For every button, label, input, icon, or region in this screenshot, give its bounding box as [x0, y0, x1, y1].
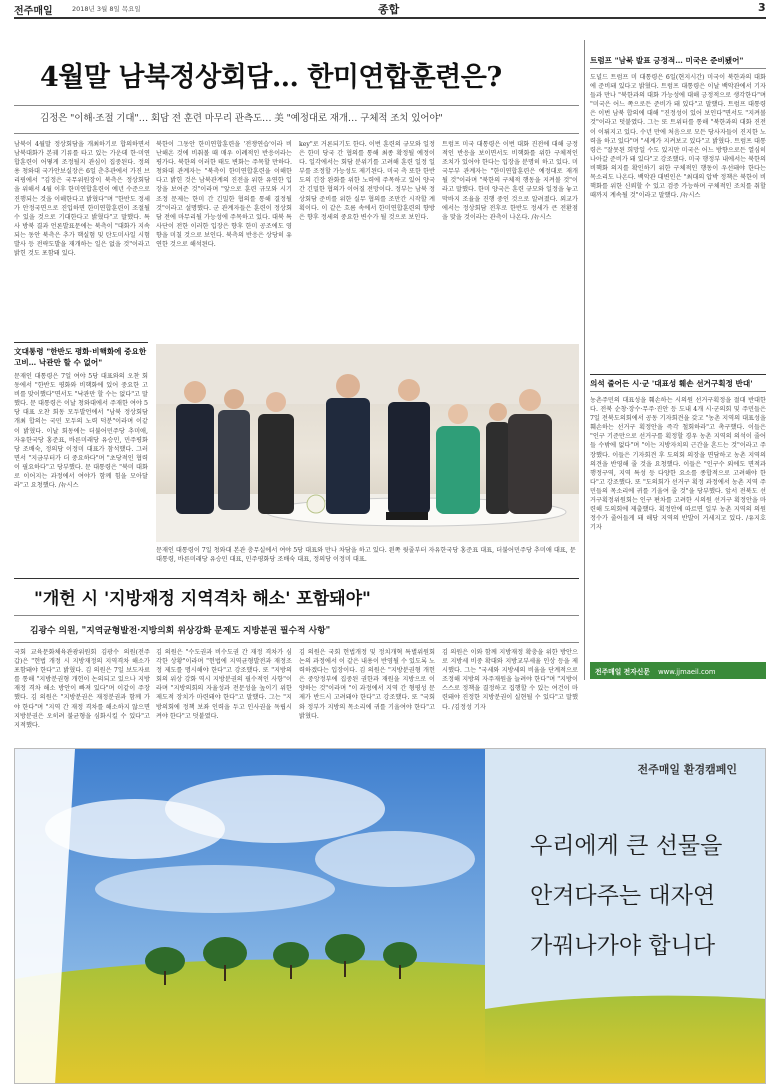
person-3: [258, 392, 294, 514]
trump-rule: [590, 68, 766, 69]
e-paper-url[interactable]: www.jjmaeil.com: [658, 668, 716, 676]
local-subhead: 김광수 의원, "지역균형발전·지방의회 위상강화 문제도 지방분권 필수적 사항": [30, 626, 331, 636]
main-story-col1: 남북이 4월말 정상회담을 개최하기로 합의하면서 남북대화가 본궤 기류를 타고 있는 가운데 한·미연합훈련이 어떻게 조정될지 관심이 집중된다. 정의용 청와대 국가안보실장은 6일 춘추관에서 가진 브리핑에서 "김정은 국무위원장이 북측은 정상회담을 위해서 4월 이후 한미연합훈련이 예년 수준으로 진행되는 것을 이해한다고 밝혔다"며 "한반도 정세가 안정국면으로 진입하면 한미연합훈련이 조절될 수 있을 것으로 기대한다고 밝혔다"고 말했다. 특사 방북 결과 언론발표문에는 북측이 "대화가 지속되는 동안 북측은 추가 핵실험 및 탄도미사일 시험발사 등 전략도발을 재개하는 일은 없을 것"이라고 밝힌 것도 포함돼 있다.: [14, 141, 150, 258]
person-2: [218, 389, 250, 510]
ad-landscape: [15, 749, 766, 1084]
news-photo: [156, 344, 579, 542]
column-divider: [584, 40, 585, 680]
issue-date: 2018년 3월 8일 목요일: [72, 5, 141, 13]
main-story-col4: 트럼프 미국 대통령은 이번 대화 진전에 대해 긍정적인 반응을 보이면서도 비핵화를 위한 구체적인 조치가 있어야 한다는 입장을 분명히 하고 있다. 미 국무부 관계자는 "한미연합훈련은 예정대로 재개될 것"이라며 "북한의 구체적 행동을 지켜볼 것"이라고 말했다. 한미 양국은 훈련 규모와 일정을 놓고 막바지 조율을 진행 중인 것으로 알려졌다. 외교가에서는 정상회담 전후로 한반도 정세가 큰 전환점을 맞을 것이라는 관측이 나온다. /뉴시스: [442, 141, 578, 221]
ad-slogan-line1: 우리에게 큰 선물을: [530, 833, 723, 859]
sidebar-body: 문재인 대통령은 7일 여야 5당 대표와의 오찬 회동에서 "한반도 평화와 비핵화에 있어 중요한 고비를 맞이했다"면서도 "낙관만 할 수는 없다"고 말했다. 문 대통령은 이날 청와대에서 주재한 여야 5당 대표 오찬 회동 모두발언에서 "남북 정상회담 개최 합의는 국민 모두의 노력 덕분"이라며 이같이 밝혔다. 이날 회동에는 더불어민주당 추미애, 자유한국당 홍준표, 바른미래당 유승민, 민주평화당 조배숙, 정의당 이정미 대표가 참석했다. 그러면서 "지금부터가 더 중요하다"며 "초당적인 협력이 필요하다"고 당부했다. 문 대통령은 "북미 대화로 이어지는 과정에서 여야가 함께 힘을 모아달라"고 요청했다. /뉴시스: [14, 373, 148, 490]
subhead-rule-bottom: [14, 133, 579, 134]
section-title: 종합: [378, 3, 400, 16]
local-story-col2: 김 의원은 "수도권과 비수도권 간 재정 격차가 심각한 상황"이라며 "헌법에 지역균형발전과 재정조정 제도를 명시해야 한다"고 강조했다. 또 "지방의회의 위상 강화 역시 지방분권의 필수적인 사항"이라며 "지방의회의 자율성과 전문성을 높이기 위한 제도적 장치가 마련돼야 한다"고 말했다. 그는 "지방의회에 정책 보좌 인력을 두고 인사권을 독립시켜야 한다"고 덧붙였다.: [156, 649, 292, 720]
local-story-col1: 국회 교육문화체육관광위원회 김광수 의원(전주갑)은 "헌법 개정 시 지방재정의 지역격차 해소가 포함돼야 한다"고 밝혔다. 김 의원은 7일 보도자료를 통해 "지방분권형 개헌이 논의되고 있으나 지방재정 격차 해소 방안이 빠져 있다"며 이같이 주장했다. 김 의원은 "지방분권은 재정분권과 함께 가야 한다"며 "지역 간 재정 격차를 해소하지 않으면 지방분권은 오히려 불균형을 심화시킬 수 있다"고 지적했다.: [14, 649, 150, 729]
local-rule-top: [14, 578, 579, 579]
trump-headline: 트럼프 "남북 발표 긍정적… 미국은 준비됐어": [590, 56, 744, 65]
main-subhead: 김정은 "이해·조절 기대"… 회담 전 훈련 마무리 관측도… 美 "예정대로 재개… 구체적 조치 있어야": [40, 113, 443, 124]
masthead: 전주매일: [14, 6, 53, 17]
sidebar-rule-top: [14, 342, 148, 343]
main-headline: 4월말 남북정상회담… 한미연합훈련은?: [40, 62, 502, 93]
person-8: [508, 389, 552, 514]
e-paper-label: 전주매일 전자신문: [595, 668, 650, 676]
sidebar-headline: 文대통령 "한반도 평화·비핵화에 중요한 고비… 낙관만 할 수 없어": [14, 347, 147, 367]
resident-body: 농촌주민의 대표성을 훼손하는 시의원 선거구획정을 절대 반대한다. 전북 순창·장수·무주·진안 등 도내 4개 시·군의회 및 주민들은 7일 전북도의회에서 공동 기자회견을 갖고 "농촌 지역의 대표성을 훼손하는 선거구 획정안을 즉각 철회하라"고 촉구했다. 이들은 "인구 기준만으로 선거구를 획정할 경우 농촌 지역의 의석이 줄어들 수밖에 없다"며 "이는 지방자치의 근간을 흔드는 것"이라고 주장했다. 이들은 기자회견 후 도의회 의장을 면담하고 농촌 지역의 의견을 반영해 줄 것을 요청했다. 이들은 "인구수 외에도 면적과 행정구역, 지역 특성 등 다양한 요소를 종합적으로 고려해야 한다"고 강조했다. 또 "도의회가 선거구 획정 과정에서 농촌 지역 주민들의 목소리에 귀를 기울여 줄 것"을 당부했다. 앞서 전북도 선거구획정위원회는 인구 편차를 고려한 시의원 선거구 획정안을 마련해 도의회에 제출했다. 획정안에 따르면 일부 농촌 지역의 의원 정수가 줄어들게 돼 해당 지역의 반발이 거세지고 있다. /유지호 기자: [590, 397, 766, 532]
local-headline: "개헌 시 '지방재정 지역격차 해소' 포함돼야": [34, 589, 371, 609]
local-subhead-rule: [14, 615, 579, 616]
local-story-col3: 김 의원은 국회 헌법개정 및 정치개혁 특별위원회 논의 과정에서 이 같은 내용이 반영될 수 있도록 노력하겠다는 입장이다. 김 의원은 "지방분권형 개헌은 중앙정부에 집중된 권한과 재원을 지방으로 이양하는 것"이라며 "이 과정에서 지역 간 형평성 문제가 반드시 고려돼야 한다"고 강조했다. 또 "국회와 정부가 지방의 목소리에 귀를 기울여야 한다"고 밝혔다.: [299, 649, 435, 720]
environment-campaign-ad: [14, 748, 766, 1084]
trump-body: 도널드 트럼프 미 대통령은 6일(현지시간) 미국이 북한과의 대화에 준비돼 있다고 밝혔다. 트럼프 대통령은 이날 백악관에서 기자들과 만나 "북한과의 대화 가능성에 대해 긍정적으로 생각한다"며 "미국은 어느 쪽으로든 준비가 돼 있다"고 말했다. 트럼프 대통령은 이번 남북 합의에 대해 "진정성이 있어 보인다"면서도 "지켜볼 것"이라고 덧붙였다. 그는 또 트위터를 통해 "북한과의 대화 진전이 이뤄지고 있다. 수년 만에 처음으로 모든 당사자들이 진지한 노력을 하고 있다"며 "세계가 지켜보고 있다"고 밝혔다. 트럼프 대통령은 "잘못된 희망일 수도 있지만 미국은 어느 방향으로든 열심히 나아갈 준비가 돼 있다"고 강조했다. 미국 행정부 내에서는 북한의 비핵화 의지를 확인하기 위한 구체적인 행동이 우선돼야 한다는 목소리도 나온다. 백악관 대변인은 "최대의 압박 정책은 북한이 비핵화를 위한 신뢰할 수 있고 검증 가능하며 구체적인 조치를 취할 때까지 계속될 것"이라고 말했다. /뉴시스: [590, 74, 766, 200]
main-story-col2: 북한이 그동안 한미연합훈련을 '전쟁연습'이라 비난해온 것에 비춰볼 때 매우 이례적인 반응이라는 평가다. 북한의 이러한 태도 변화는 주목할 만하다. 청와대 관계자는 "북측이 한미연합훈련을 이해한다고 밝힌 것은 남북관계의 진전을 위한 유연한 입장을 보여준 것"이라며 "앞으로 훈련 규모와 시기 조정 문제는 한미 간 긴밀한 협의를 통해 결정될 것"이라고 설명했다. 군 관계자들은 훈련이 정상회담 전에 마무리될 가능성에 주목하고 있다. 대북 특사단이 전한 이러한 입장은 향후 한미 공조에도 영향을 미칠 것으로 보인다. 북측의 반응은 상당히 유연한 것으로 해석된다.: [156, 141, 292, 249]
ad-slogan-line3: 가꿔나가야 합니다: [530, 933, 716, 959]
e-paper-promo[interactable]: [590, 662, 766, 679]
local-subhead-rule2: [14, 642, 579, 643]
person-6: [436, 404, 480, 514]
resident-rule-top: [590, 374, 766, 375]
ad-campaign-label: 전주매일 환경캠페인: [637, 763, 737, 776]
resident-headline: 의석 줄어든 시·군 '대표성 훼손 선거구획정 반대': [590, 379, 753, 388]
subhead-rule-top: [14, 105, 579, 106]
person-7: [486, 403, 510, 514]
group-photo-figures: [156, 344, 579, 542]
page-number: 3: [758, 1, 766, 14]
resident-rule: [590, 391, 766, 392]
ad-slogan-line2: 안겨다주는 대자연: [530, 883, 716, 909]
header-rule: [14, 17, 766, 19]
local-story-col4: 김 의원은 이와 함께 지방재정 확충을 위한 방안으로 지방세 비중 확대와 지방교부세율 인상 등을 제시했다. 그는 "국세와 지방세의 비율을 단계적으로 조정해 지방의 자주재원을 늘려야 한다"며 "지방이 스스로 정책을 결정하고 집행할 수 있는 여건이 마련돼야 진정한 지방분권이 실현될 수 있다"고 말했다. /김정성 기자: [442, 649, 578, 711]
main-story-col3: key"로 거론되기도 한다. 이번 훈련의 규모와 일정은 한미 당국 간 협의를 통해 최종 확정될 예정이다. 일각에서는 회담 분위기를 고려해 훈련 일정 일부를 조정할 가능성도 제기된다. 미국 측 또한 한반도의 긴장 완화를 위한 노력에 주목하고 있어 양국 간 긴밀한 협의가 이어질 전망이다. 정부는 남북 정상회담 준비를 위한 실무 협의를 조만간 시작할 계획이다. 이 같은 흐름 속에서 한미연합훈련의 향방은 향후 정세의 중요한 변수가 될 것으로 보인다.: [299, 141, 435, 221]
photo-caption: 문재인 대통령이 7일 청와대 본관 충무실에서 여야 5당 대표와 만나 차담을 하고 있다. 왼쪽 윗줄부터 자유한국당 홍준표 대표, 더불어민주당 추미애 대표, 문 대통령, 바른미래당 유승민 대표, 민주평화당 조배숙 대표, 정의당 이정미 대표.: [156, 547, 576, 563]
